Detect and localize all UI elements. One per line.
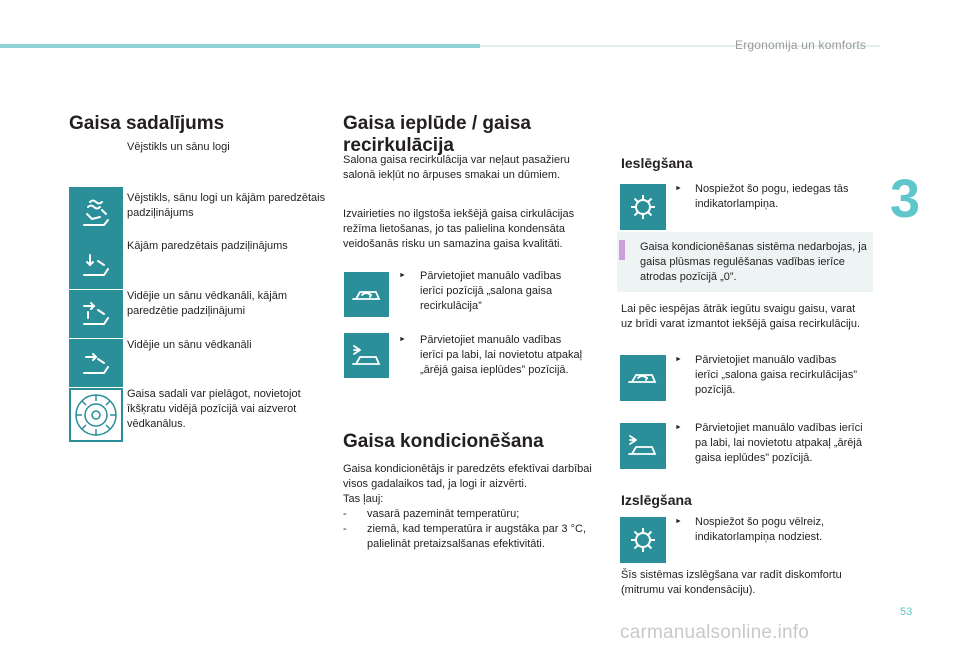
- intake-step2-text: Pārvietojiet manuālo vadības ierīci pa labi, lai novietotu atpakaļ „ārējā gaisa ieplūdes” pozīcijā.: [420, 334, 583, 376]
- outside-air-icon: [344, 333, 389, 378]
- ac-bullet-summer: vasarā pazemināt temperatūru;: [367, 508, 520, 520]
- item-text: Vidējie un sānu vēdkanāli, kājām paredzētie padziļinājumi: [127, 290, 288, 317]
- page-number: 53: [900, 606, 913, 618]
- face-icon: [69, 339, 123, 387]
- switch-on-title: Ieslēgšana: [621, 155, 693, 171]
- ac-bullet-winter: ziemā, kad temperatūra ir augstāka par 3 °C, palielināt pretaizsalšanas efektivitāti.: [367, 523, 587, 550]
- item-text: Vējstikls, sānu logi un kājām paredzētais padziļinājums: [127, 192, 326, 219]
- dial-note-text: Gaisa sadali var pielāgot, novietojot īkšķratu vidējā pozīcijā vai aizverot vēdkanālus.: [127, 388, 301, 430]
- info-text: Gaisa kondicionēšanas sistēma nedarbojas, ja gaisa plūsmas regulēšanas vadības ierīce atrodas pozīcijā „0”.: [640, 241, 867, 283]
- item-text: Kājām paredzētais padziļinājums: [127, 240, 288, 252]
- off-step-text: Nospiežot šo pogu vēlreiz, indikatorlampiņa nodziest.: [695, 516, 825, 543]
- watermark: carmanualsonline.info: [620, 622, 810, 643]
- ac-description: Gaisa kondicionētājs ir paredzēts efektīvai darbībai visos gadalaikos tad, ja logi ir aizvērti.: [343, 463, 592, 490]
- fresh-air-text: Lai pēc iespējas ātrāk iegūtu svaigu gaisu, varat uz brīdi varat izmantot iekšējā gaisa recirkulāciju.: [621, 303, 861, 330]
- recirculation-icon: [344, 272, 389, 317]
- section-title: Ergonomija un komforts: [735, 38, 867, 52]
- chapter-number: 3: [890, 169, 921, 229]
- feet-icon: [69, 241, 123, 289]
- recirculation-warning: Izvairieties no ilgstoša iekšējā gaisa cirkulācijas režīma lietošanas, jo tas palielina kondensāta veidošanās risku un samazina gaisa kvalitāti.: [343, 208, 575, 250]
- item-text: Vidējie un sānu vēdkanāli: [127, 339, 252, 351]
- col3-step1-text: Pārvietojiet manuālo vadības ierīci „salona gaisa recirkulācijas” pozīcijā.: [695, 354, 858, 396]
- step-bullet-icon: ►: [399, 272, 406, 279]
- step-bullet-icon: ►: [675, 424, 682, 431]
- intake-step1-text: Pārvietojiet manuālo vadības ierīci pozīcijā „salona gaisa recirkulācija”: [420, 270, 562, 312]
- air-conditioning-title: Gaisa kondicionēšana: [343, 431, 544, 452]
- header-accent-bar: [0, 44, 480, 48]
- item-text: Vējstikls un sānu logi: [127, 141, 230, 153]
- recirculation-icon: [620, 355, 666, 401]
- step-bullet-icon: ►: [675, 356, 682, 363]
- outside-air-icon: [620, 423, 666, 469]
- recirculation-text: Salona gaisa recirkulācija var neļaut pasažieru salonā iekļūt no ārpuses smakai un dūmiem.: [343, 154, 570, 181]
- step-bullet-icon: ►: [675, 518, 682, 525]
- face-feet-icon: [69, 290, 123, 338]
- bullet-dash: -: [343, 523, 347, 535]
- air-intake-title: Gaisa ieplūde / gaisa recirkulācija: [343, 113, 531, 156]
- bullet-dash: -: [343, 508, 347, 520]
- step-bullet-icon: ►: [675, 185, 682, 192]
- info-icon: [619, 240, 625, 260]
- distribution-dial-icon: [69, 388, 123, 442]
- windshield-feet-icon: [69, 187, 123, 241]
- ac-allows-text: Tas ļauj:: [343, 493, 384, 505]
- ac-button-icon: [620, 184, 666, 230]
- step-bullet-icon: ►: [399, 336, 406, 343]
- col3-step2-text: Pārvietojiet manuālo vadības ierīci pa labi, lai novietotu atpakaļ „ārējā gaisa ieplūdes” pozīcijā.: [695, 422, 863, 464]
- switch-off-title: Izslēgšana: [621, 492, 692, 508]
- discomfort-note: Šīs sistēmas izslēgšana var radīt diskomfortu (mitrumu vai kondensāciju).: [621, 569, 842, 596]
- on-step-text: Nospiežot šo pogu, iedegas tās indikatorlampiņa.: [695, 183, 849, 210]
- air-distribution-title: Gaisa sadalījums: [69, 113, 225, 134]
- ac-button-icon: [620, 517, 666, 563]
